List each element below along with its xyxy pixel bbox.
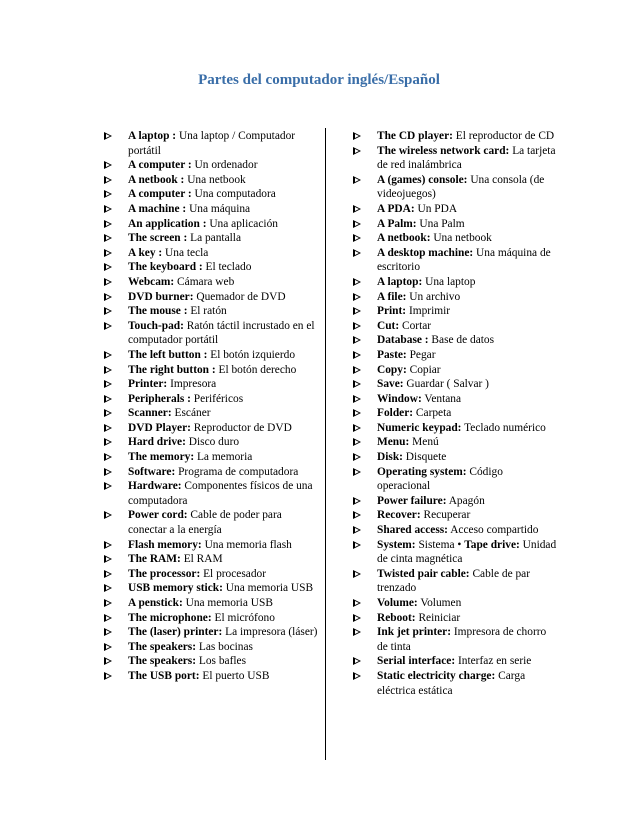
item-definition: El RAM xyxy=(180,553,223,566)
list-item xyxy=(353,538,558,567)
item-term: Scanner: xyxy=(128,407,172,420)
item-definition: Cable de par trenzado xyxy=(377,567,531,595)
item-term: Cut: xyxy=(377,319,400,332)
item-term: The (laser) printer: xyxy=(128,626,223,639)
list-item xyxy=(104,435,318,450)
item-term: System: xyxy=(377,538,416,551)
item-definition: Base de datos xyxy=(428,334,495,347)
item-definition: Menú xyxy=(409,436,439,449)
list-item xyxy=(353,129,558,144)
item-definition: Ratón táctil incrustado en el computador portátil xyxy=(128,319,315,347)
item-term: The keyboard : xyxy=(128,261,203,274)
item-term: Paste: xyxy=(377,348,407,361)
item-term: The left button : xyxy=(128,348,208,361)
item-definition: Disco duro xyxy=(185,436,240,449)
item-term: The mouse : xyxy=(128,305,188,318)
item-term: Printer: xyxy=(128,378,168,391)
item-definition: Disquete xyxy=(402,451,447,464)
item-definition: Carpeta xyxy=(413,407,452,420)
item-definition: La tarjeta de red inalámbrica xyxy=(377,144,556,172)
list-item xyxy=(104,450,318,465)
item-definition: Una máquina de escritorio xyxy=(377,246,551,274)
item-term: Volume: xyxy=(377,597,418,609)
item-term: A laptop : xyxy=(128,130,177,142)
item-term: The speakers: xyxy=(128,640,197,653)
item-definition: Interfaz en serie xyxy=(455,655,532,668)
item-definition: Una tecla xyxy=(162,246,209,259)
item-term: Disk: xyxy=(377,451,403,464)
list-item xyxy=(104,669,318,684)
item-definition: La memoria xyxy=(194,451,253,464)
list-item xyxy=(104,421,318,436)
item-term: Folder: xyxy=(377,407,414,420)
item-term: A laptop: xyxy=(377,275,423,288)
item-term: A PDA: xyxy=(377,202,415,215)
list-item xyxy=(353,494,558,509)
list-item xyxy=(353,202,558,217)
item-definition: Reiniciar xyxy=(415,611,461,624)
item-term: The screen : xyxy=(128,232,188,245)
item-term: A computer : xyxy=(128,188,192,201)
item-definition: Código operacional xyxy=(377,465,503,493)
list-item xyxy=(104,392,318,407)
list-item xyxy=(353,450,558,465)
list-item xyxy=(104,654,318,669)
item-term: Peripherals : xyxy=(128,392,191,405)
item-definition: Apagón xyxy=(446,494,485,507)
item-term: Window: xyxy=(377,392,422,405)
list-item xyxy=(104,363,318,378)
list-item xyxy=(104,625,318,640)
list-item xyxy=(353,246,558,275)
list-item xyxy=(104,231,318,246)
item-definition: Cortar xyxy=(399,319,432,332)
list-item xyxy=(353,231,558,246)
item-definition: Pegar xyxy=(406,348,436,361)
list-item xyxy=(104,479,318,508)
item-term: DVD burner: xyxy=(128,290,194,303)
item-definition: La impresora (láser) xyxy=(222,626,318,639)
item-definition: El puerto USB xyxy=(199,669,270,682)
item-term: Serial interface: xyxy=(377,655,456,668)
list-item xyxy=(353,275,558,290)
item-term: A key : xyxy=(128,246,163,259)
item-definition: Acceso compartido xyxy=(447,524,539,537)
item-term: Power failure: xyxy=(377,494,447,507)
item-definition: Una Palm xyxy=(416,217,465,230)
item-definition: Un ordenador xyxy=(191,159,258,172)
list-item xyxy=(104,173,318,188)
item-definition: Las bocinas xyxy=(196,640,253,653)
item-definition: Unidad de cinta magnética xyxy=(377,538,557,566)
item-definition: Una laptop / Computador portátil xyxy=(128,130,296,157)
item-definition: Cable de poder para conectar a la energía xyxy=(128,509,282,537)
item-definition: Periféricos xyxy=(190,392,244,405)
list-item xyxy=(104,319,318,348)
item-term: A machine : xyxy=(128,202,187,215)
item-definition: Una memoria USB xyxy=(222,582,314,595)
list-item xyxy=(353,523,558,538)
item-definition: Una netbook xyxy=(430,232,492,245)
item-term: Menu: xyxy=(377,436,410,449)
item-term: A penstick: xyxy=(128,597,183,609)
list-item xyxy=(353,290,558,305)
item-definition: Una aplicación xyxy=(206,217,278,230)
item-definition: Una laptop xyxy=(422,275,476,288)
list-item xyxy=(104,581,318,596)
item-term: Tape drive: xyxy=(464,538,520,551)
item-definition: Impresora xyxy=(167,378,217,391)
list-item xyxy=(104,129,318,158)
item-definition: Una memoria flash xyxy=(201,538,292,551)
item-definition: Los bafles xyxy=(196,655,247,668)
list-item xyxy=(353,348,558,363)
list-item xyxy=(104,406,318,421)
item-definition: Una netbook xyxy=(184,173,246,186)
item-term: A desktop machine: xyxy=(377,246,474,259)
item-term: The RAM: xyxy=(128,553,181,566)
item-definition: Programa de computadora xyxy=(175,465,299,478)
item-term: A file: xyxy=(377,290,407,303)
item-term: Print: xyxy=(377,305,407,318)
list-item xyxy=(104,290,318,305)
item-definition: Escáner xyxy=(171,407,211,420)
item-term: Shared access: xyxy=(377,524,448,537)
list-item xyxy=(353,421,558,436)
item-definition: Reproductor de DVD xyxy=(190,421,292,434)
item-term: An application : xyxy=(128,217,207,230)
item-definition: El botón derecho xyxy=(215,363,297,376)
vocabulary-list-right xyxy=(353,129,558,698)
item-term: The memory: xyxy=(128,451,195,464)
item-definition: Teclado numérico xyxy=(461,421,546,434)
list-item xyxy=(353,217,558,232)
list-item xyxy=(353,654,558,669)
list-item xyxy=(104,202,318,217)
item-term: Static electricity charge: xyxy=(377,669,496,682)
list-item xyxy=(104,260,318,275)
item-term: A (games) console: xyxy=(377,173,468,186)
item-definition: El micrófono xyxy=(211,611,275,624)
item-definition: Ventana xyxy=(421,392,462,405)
item-term: A netbook : xyxy=(128,173,185,186)
item-term: The microphone: xyxy=(128,611,212,624)
item-definition: Guardar ( Salvar ) xyxy=(403,378,489,391)
column-divider xyxy=(325,128,326,760)
item-term: Save: xyxy=(377,378,404,391)
list-item xyxy=(353,508,558,523)
item-term: Touch-pad: xyxy=(128,319,184,332)
item-definition: Sistema • xyxy=(415,538,465,551)
item-term: Twisted pair cable: xyxy=(377,567,470,580)
item-term: Operating system: xyxy=(377,465,467,478)
list-item xyxy=(353,596,558,611)
list-item xyxy=(104,552,318,567)
list-item xyxy=(104,304,318,319)
page-title: Partes del computador inglés/Español xyxy=(198,72,440,88)
item-definition: Un archivo xyxy=(406,290,461,303)
item-term: A netbook: xyxy=(377,232,431,245)
vocabulary-list-left xyxy=(104,129,318,684)
item-term: Flash memory: xyxy=(128,538,202,551)
item-term: A Palm: xyxy=(377,217,417,230)
item-definition: Componentes físicos de una computadora xyxy=(128,480,313,507)
list-item xyxy=(353,611,558,626)
list-item xyxy=(104,465,318,480)
list-item xyxy=(104,538,318,553)
item-term: The right button : xyxy=(128,363,216,376)
list-item xyxy=(104,275,318,290)
item-term: The USB port: xyxy=(128,669,200,682)
list-item xyxy=(353,333,558,348)
list-item xyxy=(353,567,558,596)
item-term: USB memory stick: xyxy=(128,582,223,595)
item-term: DVD Player: xyxy=(128,421,191,434)
item-definition: Una computadora xyxy=(191,188,276,201)
list-item xyxy=(104,508,318,537)
item-term: Database : xyxy=(377,334,429,347)
item-term: The CD player: xyxy=(377,130,453,142)
list-item xyxy=(353,435,558,450)
list-item xyxy=(353,406,558,421)
list-item xyxy=(104,567,318,582)
item-definition: El ratón xyxy=(187,305,227,318)
list-item xyxy=(104,158,318,173)
item-term: Numeric keypad: xyxy=(377,421,462,434)
item-term: Webcam: xyxy=(128,275,175,288)
item-definition: Impresora de chorro de tinta xyxy=(377,626,547,653)
item-definition: Carga eléctrica estática xyxy=(377,669,526,697)
item-term: Ink jet printer: xyxy=(377,626,452,639)
list-item xyxy=(353,144,558,173)
list-item xyxy=(353,173,558,202)
item-definition: El reproductor de CD xyxy=(452,130,555,142)
item-definition: Volumen xyxy=(417,597,462,609)
item-term: Reboot: xyxy=(377,611,416,624)
item-definition: Imprimir xyxy=(406,305,451,318)
list-item xyxy=(104,596,318,611)
item-definition: Quemador de DVD xyxy=(193,290,286,303)
item-definition: Cámara web xyxy=(174,275,235,288)
list-item xyxy=(104,611,318,626)
item-term: The processor: xyxy=(128,567,201,580)
item-definition: Una máquina xyxy=(186,202,251,215)
list-item xyxy=(353,377,558,392)
list-item xyxy=(104,246,318,261)
item-definition: Una memoria USB xyxy=(182,597,273,609)
item-term: Software: xyxy=(128,465,176,478)
item-term: Recover: xyxy=(377,509,421,522)
item-term: The speakers: xyxy=(128,655,197,668)
list-item xyxy=(353,304,558,319)
list-item xyxy=(104,187,318,202)
item-definition: El teclado xyxy=(202,261,252,274)
item-term: A computer : xyxy=(128,159,192,172)
list-item xyxy=(353,465,558,494)
item-term: Hard drive: xyxy=(128,436,186,449)
item-definition: El procesador xyxy=(200,567,267,580)
item-definition: El botón izquierdo xyxy=(207,348,296,361)
list-item xyxy=(353,363,558,378)
list-item xyxy=(353,319,558,334)
item-definition: Un PDA xyxy=(414,202,458,215)
item-definition: La pantalla xyxy=(187,232,242,245)
item-term: The wireless network card: xyxy=(377,144,510,157)
item-definition: Copiar xyxy=(406,363,441,376)
list-item xyxy=(353,669,558,698)
list-item xyxy=(104,348,318,363)
list-item xyxy=(353,625,558,654)
list-item xyxy=(104,217,318,232)
list-item xyxy=(353,392,558,407)
item-definition: Recuperar xyxy=(420,509,471,522)
list-item xyxy=(104,640,318,655)
list-item xyxy=(104,377,318,392)
item-term: Copy: xyxy=(377,363,407,376)
item-term: Power cord: xyxy=(128,509,188,522)
item-term: Hardware: xyxy=(128,480,182,493)
item-definition: Una consola (de videojuegos) xyxy=(377,173,545,201)
